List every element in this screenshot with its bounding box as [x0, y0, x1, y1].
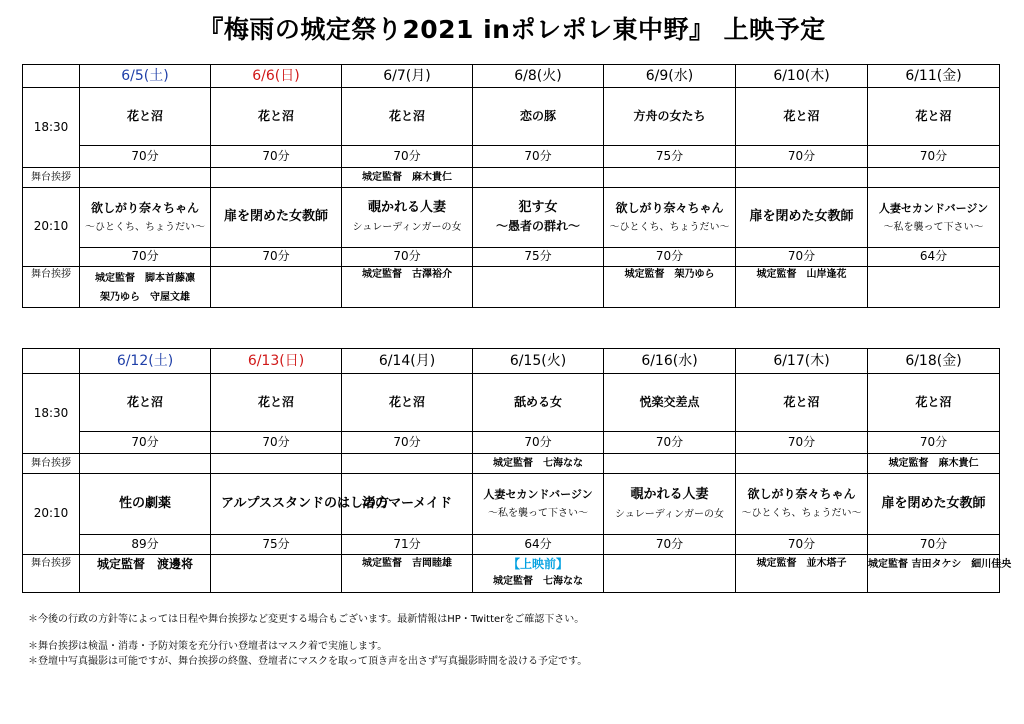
film-duration: 70分	[342, 248, 473, 267]
greeting-cell: 城定監督 吉田タケシ 細川佳央	[868, 555, 1000, 593]
greeting-label: 舞台挨拶	[23, 555, 80, 593]
film-duration: 70分	[211, 248, 342, 267]
film-subtitle: ～ひとくち、ちょうだい～	[85, 221, 205, 233]
greeting-cell	[211, 555, 342, 593]
greeting-cell: 城定監督 古澤裕介	[342, 267, 473, 308]
film-duration: 75分	[473, 248, 604, 267]
day-header: 6/18(金)	[868, 349, 1000, 374]
day-header: 6/8(火)	[473, 65, 604, 88]
screening-row-1830	[23, 88, 1000, 146]
day-header: 6/14(月)	[342, 349, 473, 374]
screening-row-2010	[23, 188, 1000, 248]
greeting-cell	[211, 454, 342, 474]
film-main-title: 欲しがり奈々ちゃん	[615, 200, 724, 215]
film-title: 花と沼	[868, 374, 1000, 432]
film-subtitle: ～ひとくち、ちょうだい～	[741, 508, 862, 520]
film-duration: 70分	[342, 146, 473, 168]
film-duration: 70分	[736, 432, 868, 454]
greeting-label: 舞台挨拶	[23, 168, 80, 188]
film-duration: 70分	[342, 432, 473, 454]
day-header: 6/9(水)	[604, 65, 736, 88]
film-duration: 70分	[604, 432, 736, 454]
greeting-row	[23, 168, 1000, 188]
film-title	[473, 188, 604, 248]
day-header: 6/13(日)	[211, 349, 342, 374]
film-duration: 70分	[80, 432, 211, 454]
greeting-cell	[211, 267, 342, 308]
schedule-week-2	[22, 348, 1012, 593]
greeting-cell	[736, 168, 868, 188]
film-title: 扉を閉めた女教師	[868, 474, 1000, 535]
greeting-label: 舞台挨拶	[23, 454, 80, 474]
greeting-cell	[868, 267, 1000, 308]
film-duration: 64分	[473, 535, 604, 555]
corner-cell	[23, 65, 80, 88]
day-header-row	[23, 65, 1000, 88]
film-title: 性の劇薬	[80, 474, 211, 535]
greeting-cell: 城定監督 山岸逢花	[736, 267, 868, 308]
note-line: ＊登壇中写真撮影は可能ですが、舞台挨拶の終盤、登壇者にマスクを取って頂き声を出さず写真撮影時間を設ける予定です。	[28, 656, 588, 667]
greeting-cell	[604, 555, 736, 593]
note-line: ＊今後の行政の方針等によっては日程や舞台挨拶など変更する場合もございます。最新情報はHP・Twitterをご確認下さい。	[28, 614, 585, 625]
film-title: 花と沼	[736, 374, 868, 432]
page-title: 『梅雨の城定祭り2021 inポレポレ東中野』 上映予定	[198, 15, 826, 44]
film-subtitle: ～ひとくち、ちょうだい～	[609, 221, 730, 233]
film-duration: 70分	[736, 535, 868, 555]
film-title: 恋の豚	[473, 88, 604, 146]
film-title	[604, 474, 736, 535]
film-title: 渚のマーメイド	[342, 474, 473, 535]
film-title: 扉を閉めた女教師	[211, 188, 342, 248]
greeting-cell	[80, 267, 211, 308]
greeting-cell	[211, 168, 342, 188]
film-title: 方舟の女たち	[604, 88, 736, 146]
film-duration: 71分	[342, 535, 473, 555]
film-subtitle: シュレーディンガーの女	[615, 508, 724, 520]
greeting-cell	[868, 168, 1000, 188]
greeting-row	[23, 555, 1000, 593]
day-header: 6/15(火)	[473, 349, 604, 374]
film-duration: 70分	[80, 248, 211, 267]
greeting-cell	[80, 168, 211, 188]
film-main-title: 人妻セカンドバージン	[878, 201, 989, 215]
greeting-cell	[473, 555, 604, 593]
film-duration: 75分	[604, 146, 736, 168]
greeting-cell: 城定監督 麻木貴仁	[342, 168, 473, 188]
film-duration: 70分	[473, 146, 604, 168]
film-title: アルプススタンドのはしの方	[211, 474, 342, 535]
film-duration: 70分	[211, 432, 342, 454]
film-title: 花と沼	[211, 88, 342, 146]
film-title: 花と沼	[736, 88, 868, 146]
film-title	[868, 188, 1000, 248]
day-header: 6/5(土)	[80, 65, 211, 88]
film-subtitle: ～私を襲って下さい～	[488, 508, 588, 520]
greeting-cell: 城定監督 吉岡睦雄	[342, 555, 473, 593]
greeting-cell	[604, 168, 736, 188]
screening-row-2010	[23, 474, 1000, 535]
day-header: 6/6(日)	[211, 65, 342, 88]
greeting-cell	[604, 454, 736, 474]
greeting-label: 舞台挨拶	[23, 267, 80, 308]
greeting-line: 城定監督 七海なな	[493, 576, 583, 587]
greeting-cell	[473, 267, 604, 308]
film-duration: 70分	[868, 432, 1000, 454]
schedule-week-1	[22, 64, 1000, 308]
film-title: 舐める女	[473, 374, 604, 432]
film-title: 花と沼	[342, 88, 473, 146]
day-header: 6/11(金)	[868, 65, 1000, 88]
duration-row	[23, 535, 1000, 555]
film-title: 花と沼	[211, 374, 342, 432]
screening-row-1830	[23, 374, 1000, 432]
film-title: 花と沼	[342, 374, 473, 432]
greeting-cell	[80, 454, 211, 474]
showtime-label: 20:10	[23, 188, 80, 267]
film-main-title: 人妻セカンドバージン	[483, 488, 593, 502]
greeting-cell	[736, 454, 868, 474]
showtime-label: 20:10	[23, 474, 80, 555]
greeting-cell: 城定監督 渡邊将	[80, 555, 211, 593]
film-title: 悦楽交差点	[604, 374, 736, 432]
greeting-line: 城定監督 脚本首藤凛	[95, 273, 195, 284]
greeting-cell	[473, 168, 604, 188]
film-title: 花と沼	[80, 88, 211, 146]
film-main-title: 欲しがり奈々ちゃん	[747, 487, 856, 502]
greeting-cell: 城定監督 並木塔子	[736, 555, 868, 593]
film-duration: 70分	[211, 146, 342, 168]
film-duration: 75分	[211, 535, 342, 555]
showtime-label: 18:30	[23, 88, 80, 168]
greeting-row	[23, 267, 1000, 308]
day-header: 6/10(木)	[736, 65, 868, 88]
film-subtitle: ～私を襲って下さい～	[883, 221, 984, 233]
greeting-row	[23, 454, 1000, 474]
corner-cell	[23, 349, 80, 374]
film-title	[342, 188, 473, 248]
day-header: 6/16(水)	[604, 349, 736, 374]
film-title	[604, 188, 736, 248]
film-title: 扉を閉めた女教師	[736, 188, 868, 248]
film-subtitle: ～愚者の群れ～	[495, 219, 580, 234]
day-header: 6/17(木)	[736, 349, 868, 374]
film-title: 花と沼	[868, 88, 1000, 146]
notes	[28, 612, 587, 669]
note-line: ＊舞台挨拶は検温・消毒・予防対策を充分行い登壇者はマスク着で実施します。	[28, 641, 388, 652]
film-duration: 70分	[868, 535, 1000, 555]
duration-row	[23, 248, 1000, 267]
film-duration: 70分	[80, 146, 211, 168]
duration-row	[23, 432, 1000, 454]
film-main-title: 欲しがり奈々ちゃん	[90, 200, 199, 215]
greeting-cell	[342, 454, 473, 474]
film-title	[473, 474, 604, 535]
film-title: 花と沼	[80, 374, 211, 432]
greeting-cell: 城定監督 七海なな	[473, 454, 604, 474]
greeting-cell: 城定監督 麻木貴仁	[868, 454, 1000, 474]
film-duration: 70分	[473, 432, 604, 454]
film-duration: 70分	[736, 146, 868, 168]
film-duration: 70分	[604, 535, 736, 555]
day-header: 6/12(土)	[80, 349, 211, 374]
pre-screening-badge: 【上映前】	[507, 557, 568, 571]
film-subtitle: シュレーディンガーの女	[352, 222, 462, 234]
day-header: 6/7(月)	[342, 65, 473, 88]
film-duration: 70分	[868, 146, 1000, 168]
duration-row	[23, 146, 1000, 168]
film-duration: 89分	[80, 535, 211, 555]
film-title	[736, 474, 868, 535]
greeting-line: 架乃ゆら 守屋文雄	[100, 292, 190, 303]
film-main-title: 犯す女	[518, 200, 558, 216]
film-main-title: 覗かれる人妻	[367, 200, 446, 216]
greeting-cell: 城定監督 架乃ゆら	[604, 267, 736, 308]
day-header-row	[23, 349, 1000, 374]
film-main-title: 覗かれる人妻	[630, 486, 709, 502]
film-duration: 70分	[736, 248, 868, 267]
film-duration: 70分	[604, 248, 736, 267]
film-title	[80, 188, 211, 248]
film-duration: 64分	[868, 248, 1000, 267]
showtime-label: 18:30	[23, 374, 80, 454]
